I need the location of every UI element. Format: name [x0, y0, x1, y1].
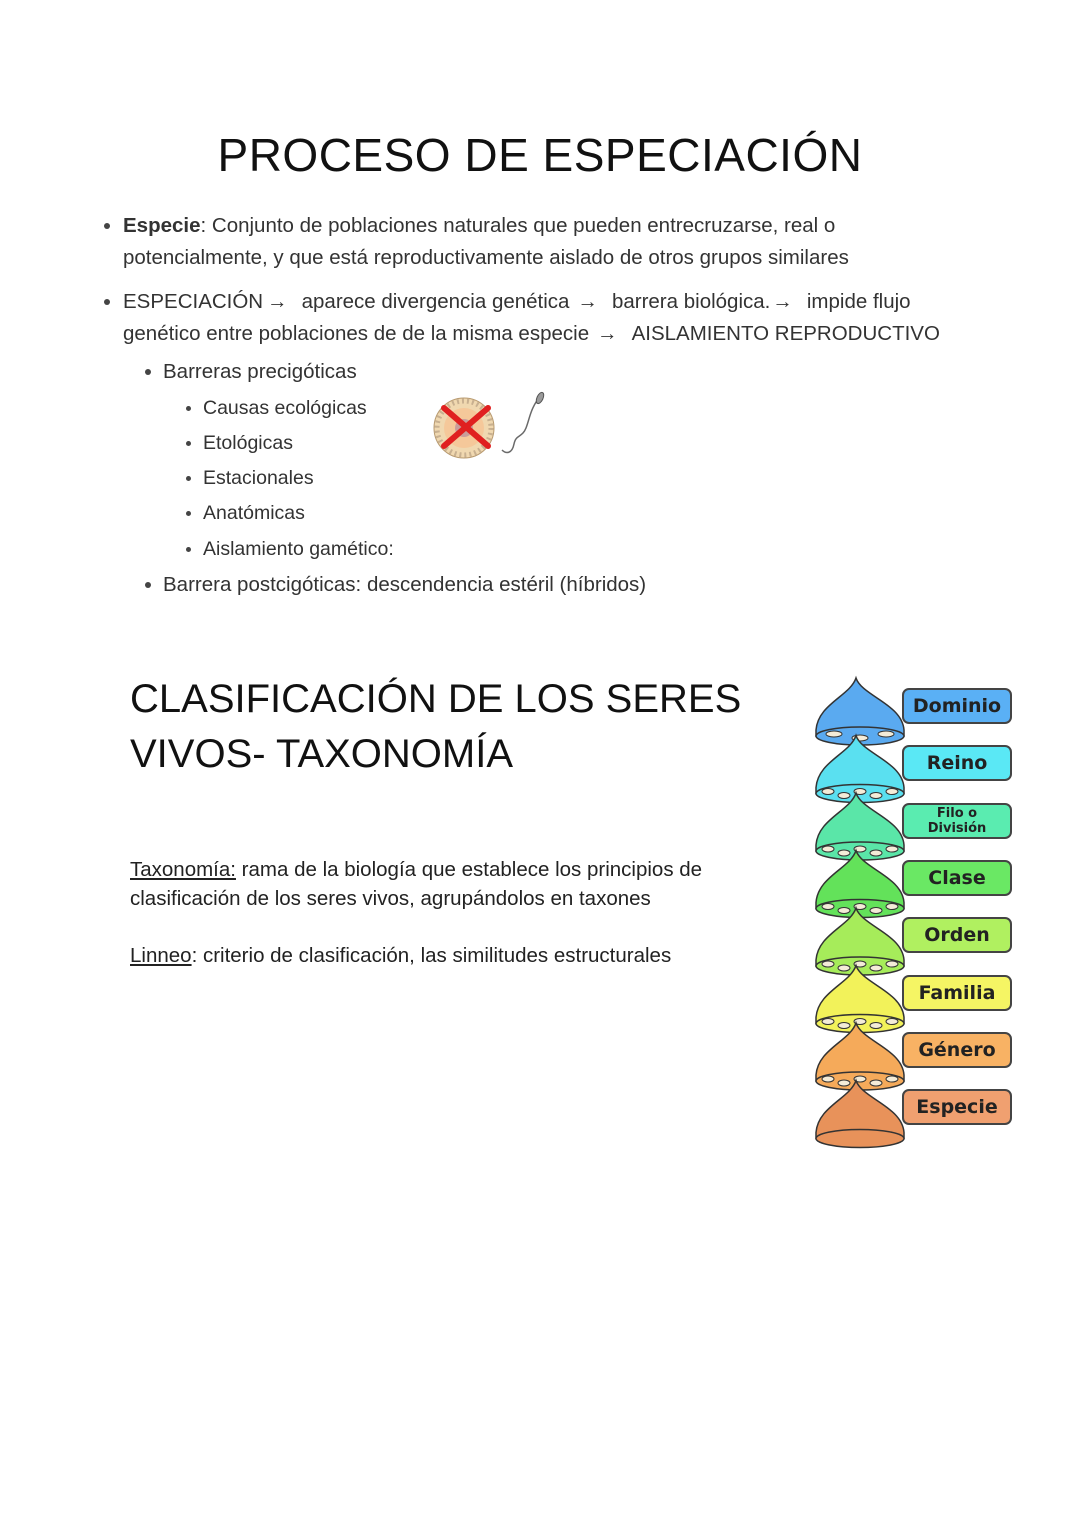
- subgroup-oval: [870, 908, 882, 914]
- subgroup-oval: [886, 961, 898, 967]
- taxon-bell-7: [816, 1081, 904, 1148]
- taxon-label: Familia: [902, 975, 1012, 1011]
- taxon-label: Clase: [902, 860, 1012, 896]
- subgroup-oval: [838, 965, 850, 971]
- subgroup-oval: [838, 1080, 850, 1086]
- subgroup-oval: [822, 961, 834, 967]
- subgroup-oval: [822, 1019, 834, 1025]
- bullet-dot: [145, 582, 151, 588]
- bullet-dot: [145, 369, 151, 375]
- subgroup-oval: [838, 793, 850, 799]
- subgroup-oval: [822, 789, 834, 795]
- taxon-label: Orden: [902, 917, 1012, 953]
- taxon-label: Filo o División: [902, 803, 1012, 839]
- term-especie: Especie: [123, 214, 201, 237]
- list-item: Etológicas: [203, 432, 293, 454]
- taxon-bell-4: [816, 908, 904, 975]
- subgroup-oval: [870, 1023, 882, 1029]
- subgroup-oval: [870, 793, 882, 799]
- subgroup-oval: [822, 904, 834, 910]
- taxon-label: Dominio: [902, 688, 1012, 724]
- subgroup-oval: [886, 789, 898, 795]
- list-item: Causas ecológicas: [203, 397, 367, 419]
- taxon-label: Género: [902, 1032, 1012, 1068]
- bullet-dot: [104, 223, 110, 229]
- taxonomia-definition: Taxonomía: rama de la biología que establece los principios de clasificación de los seres vivos, agrupándolos en taxones: [130, 858, 703, 910]
- subgroup-oval: [870, 965, 882, 971]
- taxon-bell-6: [816, 1023, 904, 1090]
- arrow-icon: →: [267, 290, 288, 313]
- subgroup-oval: [838, 908, 850, 914]
- subgroup-oval: [870, 850, 882, 856]
- list-item: Aislamiento gamético:: [203, 538, 394, 560]
- page-title: PROCESO DE ESPECIACIÓN: [217, 129, 863, 181]
- subgroup-oval: [886, 846, 898, 852]
- section-title-clasificacion: CLASIFICACIÓN DE LOS SERES VIVOS- TAXONOMÍA: [130, 677, 742, 776]
- taxon-label: Reino: [902, 745, 1012, 781]
- subgroup-oval: [878, 731, 894, 737]
- taxon-bell-5: [816, 966, 904, 1033]
- linneo-definition: Linneo: criterio de clasificación, las similitudes estructurales: [130, 944, 672, 967]
- subgroup-oval: [822, 1076, 834, 1082]
- taxon-bell-0: [816, 678, 904, 745]
- list-item: Anatómicas: [203, 502, 305, 524]
- taxon-bell-2: [816, 793, 904, 860]
- taxon-bell-1: [816, 736, 904, 803]
- subgroup-oval: [826, 731, 842, 737]
- subgroup-oval: [886, 1019, 898, 1025]
- subgroup-oval: [838, 1023, 850, 1029]
- bullet-dot: [104, 299, 110, 305]
- list-item: Estacionales: [203, 467, 314, 489]
- arrow-icon: →: [597, 322, 618, 345]
- taxonomy-funnel-diagram: [810, 670, 910, 1155]
- subgroup-oval: [886, 904, 898, 910]
- subgroup-oval: [838, 850, 850, 856]
- subgroup-oval: [822, 846, 834, 852]
- subgroup-oval: [870, 1080, 882, 1086]
- egg-sperm-crossed-illustration: [430, 388, 550, 470]
- arrow-icon: →: [577, 290, 598, 313]
- subgroup-oval: [886, 1076, 898, 1082]
- taxon-bell-3: [816, 851, 904, 918]
- sperm-icon: [502, 391, 545, 452]
- arrow-icon: →: [772, 290, 793, 313]
- taxon-label: Especie: [902, 1089, 1012, 1125]
